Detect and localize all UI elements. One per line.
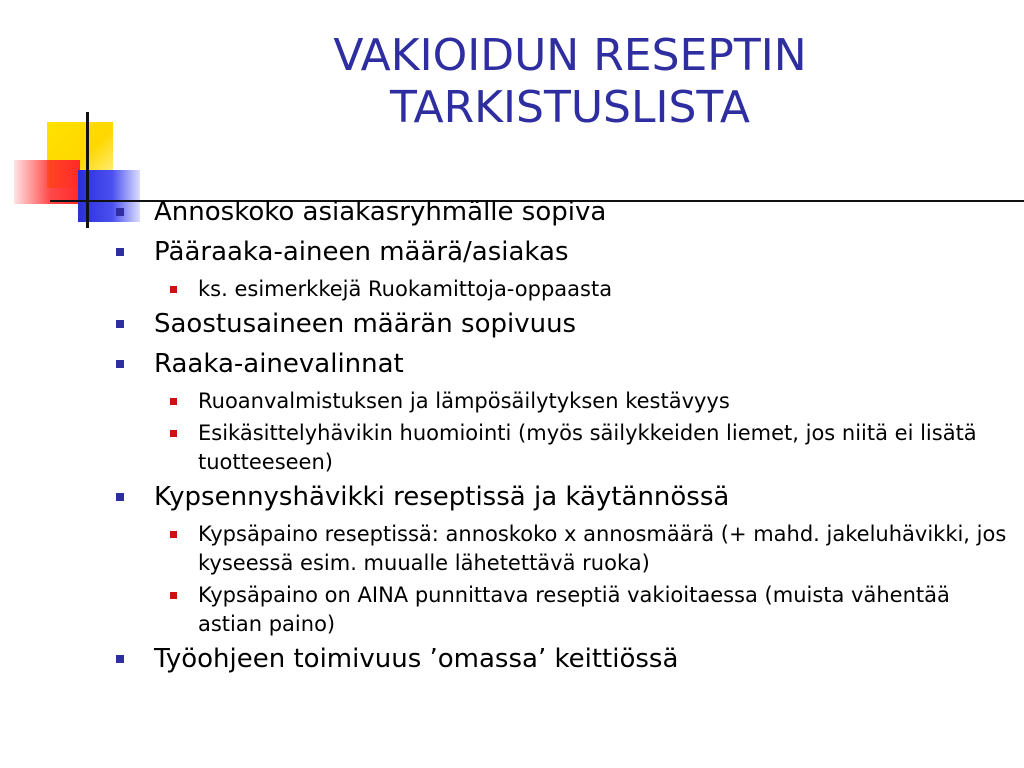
sub-bullet-item bbox=[112, 419, 1012, 477]
bullet-text: Pääraaka-aineen määrä/asiakas bbox=[154, 237, 569, 267]
bullet-item bbox=[112, 307, 1012, 341]
square-sub-bullet-icon bbox=[170, 398, 177, 405]
decorative-red-square bbox=[14, 160, 80, 204]
bullet-text: Saostusaineen määrän sopivuus bbox=[154, 309, 577, 339]
bullet-item bbox=[112, 347, 1012, 381]
decorative-vertical-line bbox=[86, 112, 89, 228]
sub-bullet-text: Kypsäpaino on AINA punnittava reseptiä vakioitaessa (muista vähentää astian paino) bbox=[198, 583, 950, 636]
square-sub-bullet-icon bbox=[170, 592, 177, 599]
bullet-item bbox=[112, 195, 1012, 229]
bullet-text: Annoskoko asiakasryhmälle sopiva bbox=[154, 197, 607, 227]
bullet-item bbox=[112, 480, 1012, 514]
sub-bullet-item bbox=[112, 581, 1012, 639]
slide-title bbox=[160, 30, 980, 134]
bullet-item bbox=[112, 642, 1012, 676]
square-sub-bullet-icon bbox=[170, 430, 177, 437]
sub-bullet-text: Kypsäpaino reseptissä: annoskoko x annosmäärä (+ mahd. jakeluhävikki, jos kyseessä esim. muualle lähetettävä ruoka) bbox=[198, 522, 1007, 575]
bullet-list bbox=[112, 195, 1012, 682]
slide-title-line-1: VAKIOIDUN RESEPTIN bbox=[333, 30, 807, 81]
sub-bullet-item bbox=[112, 387, 1012, 416]
slide-title-line-2: TARKISTUSLISTA bbox=[390, 82, 750, 133]
square-bullet-icon bbox=[116, 208, 124, 216]
sub-bullet-text: Esikäsittelyhävikin huomiointi (myös säilykkeiden liemet, jos niitä ei lisätä tuotteeseen) bbox=[198, 421, 977, 474]
square-sub-bullet-icon bbox=[170, 531, 177, 538]
sub-bullet-item bbox=[112, 520, 1012, 578]
bullet-text: Kypsennyshävikki reseptissä ja käytännössä bbox=[154, 482, 730, 512]
square-bullet-icon bbox=[116, 493, 124, 501]
square-sub-bullet-icon bbox=[170, 286, 177, 293]
bullet-item bbox=[112, 235, 1012, 269]
square-bullet-icon bbox=[116, 248, 124, 256]
sub-bullet-text: Ruoanvalmistuksen ja lämpösäilytyksen kestävyys bbox=[198, 389, 730, 413]
square-bullet-icon bbox=[116, 655, 124, 663]
bullet-text: Työohjeen toimivuus ’omassa’ keittiössä bbox=[154, 644, 679, 674]
square-bullet-icon bbox=[116, 320, 124, 328]
square-bullet-icon bbox=[116, 360, 124, 368]
sub-bullet-text: ks. esimerkkejä Ruokamittoja-oppaasta bbox=[198, 277, 613, 301]
bullet-text: Raaka-ainevalinnat bbox=[154, 349, 404, 379]
sub-bullet-item bbox=[112, 275, 1012, 304]
